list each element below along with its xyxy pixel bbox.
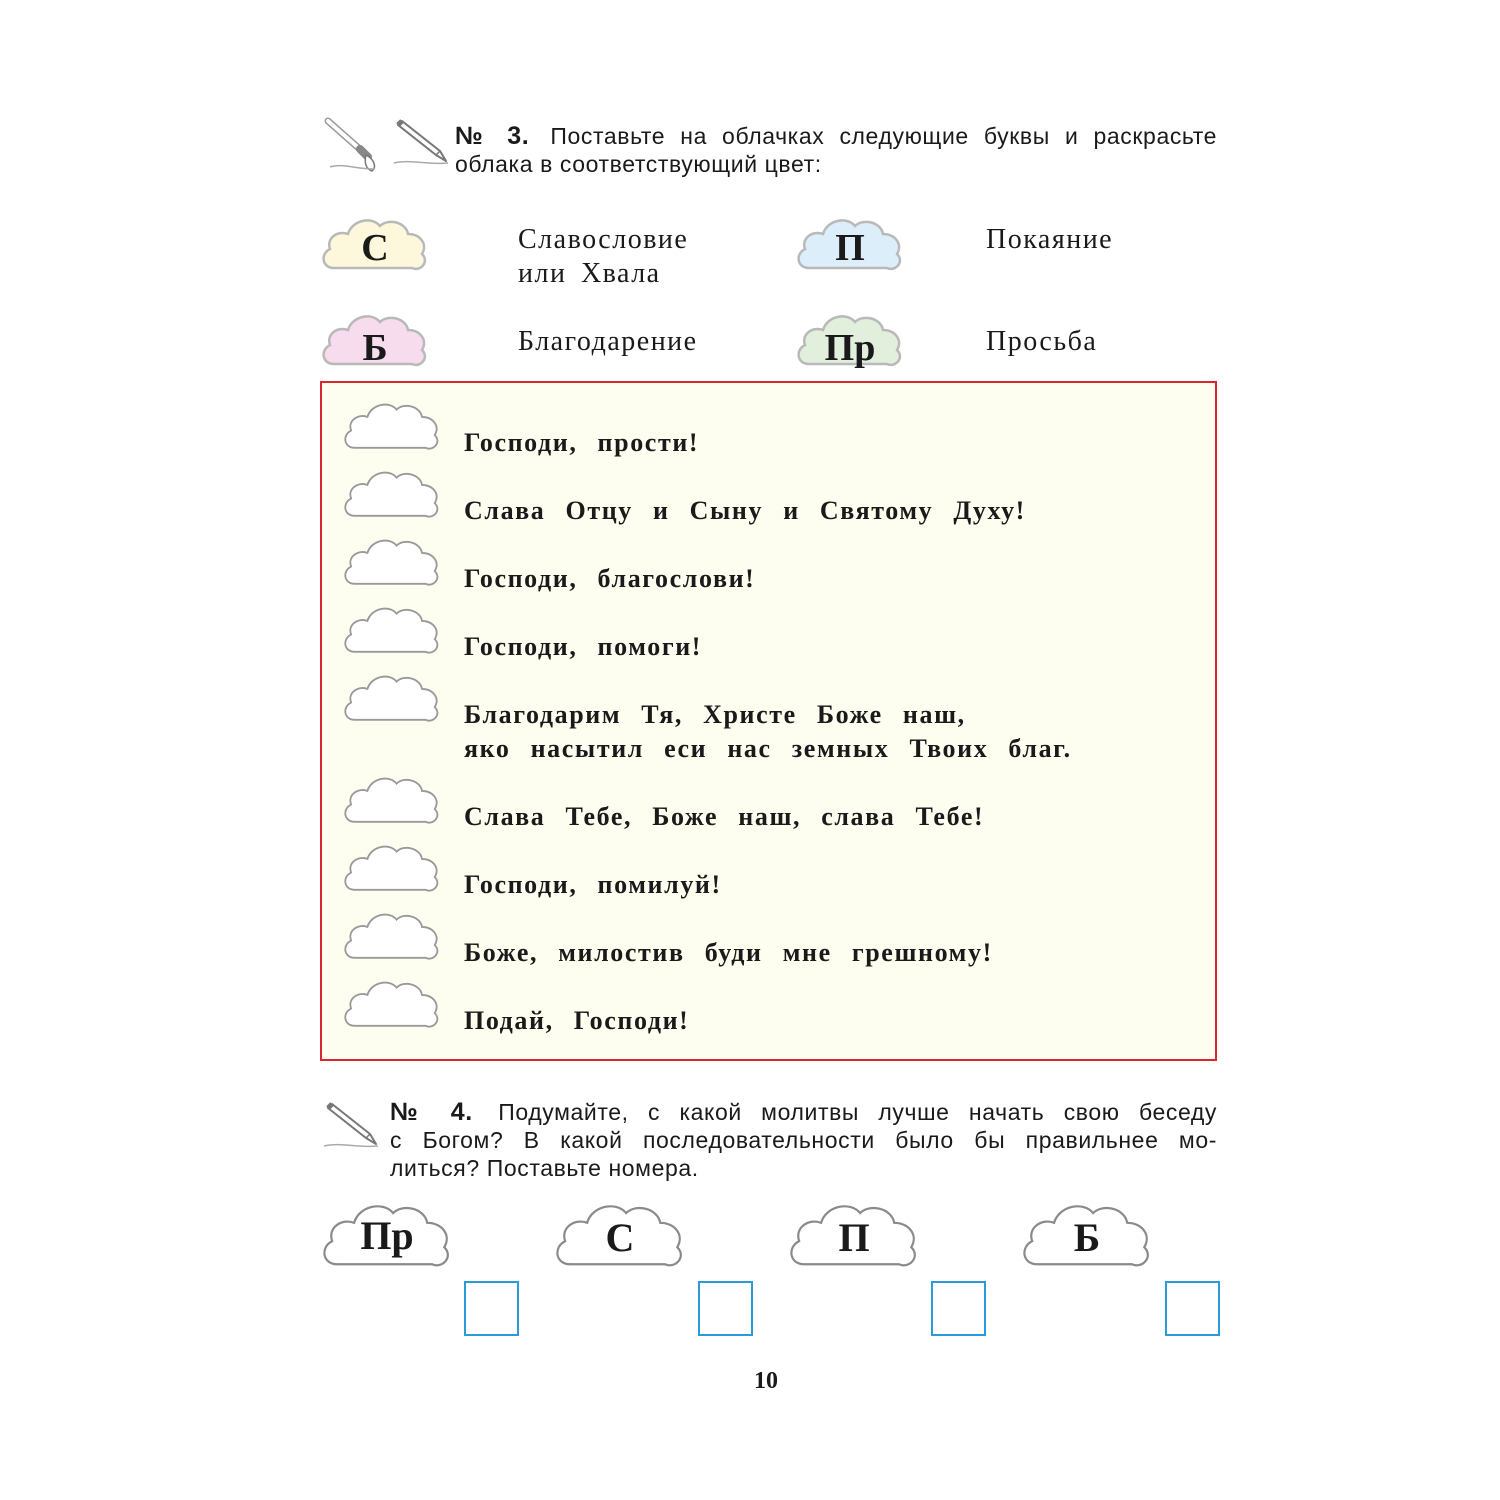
legend-cloud-prosba <box>795 310 905 370</box>
prayer-row <box>342 534 442 595</box>
order-cloud-letter: П <box>838 1214 870 1260</box>
legend-label-line2: или Хвала <box>518 258 661 289</box>
legend-letter: С <box>361 227 389 269</box>
prayer-text-line2: яко насытил еси нас земных Твоих благ. <box>464 734 1072 763</box>
empty-cloud[interactable] <box>342 398 442 454</box>
legend-label-pokayanie <box>986 223 1113 257</box>
pencil-icon <box>392 117 452 167</box>
answer-box-3[interactable] <box>931 1281 986 1336</box>
legend-letter: Пр <box>824 327 876 369</box>
prayer-row <box>342 772 442 833</box>
legend-label-line1: Благодарение <box>518 326 698 357</box>
empty-cloud[interactable] <box>342 772 442 828</box>
task3-line2: облака в соответствующий цвет: <box>455 151 822 177</box>
prayer-text: Боже, милостив буди мне грешному! <box>464 938 993 967</box>
task3-line1: Поставьте на облачках следующие буквы и раскрасьте <box>550 123 1217 149</box>
prayer-text <box>464 698 1072 766</box>
task3-instruction <box>455 122 1217 178</box>
order-cloud <box>553 1198 687 1272</box>
legend-letter: Б <box>362 327 388 369</box>
prayer-text: Господи, прости! <box>464 428 700 457</box>
prayer-text: Подай, Господи! <box>464 1006 690 1035</box>
page-number: 10 <box>754 1368 778 1394</box>
pencil-icon <box>322 1100 382 1150</box>
legend-cloud-slavoslovie <box>320 214 430 274</box>
legend-label-prosba <box>986 325 1097 359</box>
prayer-text: Слава Тебе, Боже наш, слава Тебе! <box>464 802 985 831</box>
prayer-text: Господи, помилуй! <box>464 870 722 899</box>
empty-cloud[interactable] <box>342 908 442 964</box>
prayer-row <box>342 670 442 731</box>
legend-cloud-pokayanie <box>795 214 905 274</box>
prayer-text: Слава Отцу и Сыну и Святому Духу! <box>464 496 1026 525</box>
brush-icon <box>322 117 382 173</box>
answer-box-4[interactable] <box>1165 1281 1220 1336</box>
prayer-text: Господи, помоги! <box>464 632 703 661</box>
order-cloud-letter: Пр <box>360 1212 414 1258</box>
prayer-row <box>342 908 442 969</box>
answer-box-1[interactable] <box>464 1281 519 1336</box>
legend-label-line1: Покаяние <box>986 224 1114 255</box>
prayer-row <box>342 466 442 527</box>
legend-label-slavoslovie <box>518 223 688 291</box>
order-cloud <box>320 1198 454 1272</box>
empty-cloud[interactable] <box>342 840 442 896</box>
legend-label-line1: Просьба <box>986 326 1098 357</box>
legend-label-line1: Славословие <box>518 224 689 255</box>
empty-cloud[interactable] <box>342 534 442 590</box>
empty-cloud[interactable] <box>342 670 442 726</box>
empty-cloud[interactable] <box>342 466 442 522</box>
task4-line3: литься? Поставьте номера. <box>390 1155 699 1181</box>
task4-line1: Подумайте, с какой молитвы лучше начать свою беседу <box>498 1099 1217 1125</box>
task3-number: № 3. <box>455 122 530 150</box>
order-cloud <box>1020 1198 1154 1272</box>
prayer-text: Господи, благослови! <box>464 564 756 593</box>
order-cloud <box>787 1198 921 1272</box>
empty-cloud[interactable] <box>342 602 442 658</box>
order-cloud-letter: Б <box>1073 1214 1101 1260</box>
empty-cloud[interactable] <box>342 976 442 1032</box>
order-cloud-letter: С <box>605 1214 635 1260</box>
answer-box-2[interactable] <box>698 1281 753 1336</box>
prayer-row <box>342 398 442 459</box>
legend-letter: П <box>835 227 865 269</box>
prayer-row <box>342 976 442 1037</box>
legend-cloud-blagodarenie <box>320 310 430 370</box>
prayer-row <box>342 840 442 901</box>
legend-label-blagodarenie <box>518 325 698 359</box>
task4-line2: с Богом? В какой последовательности было бы правильнее мо- <box>390 1127 1217 1153</box>
prayer-row <box>342 602 442 663</box>
task4-number: № 4. <box>390 1098 473 1126</box>
task4-instruction <box>390 1098 1217 1182</box>
prayer-text-line1: Благодарим Тя, Христе Боже наш, <box>464 700 966 729</box>
